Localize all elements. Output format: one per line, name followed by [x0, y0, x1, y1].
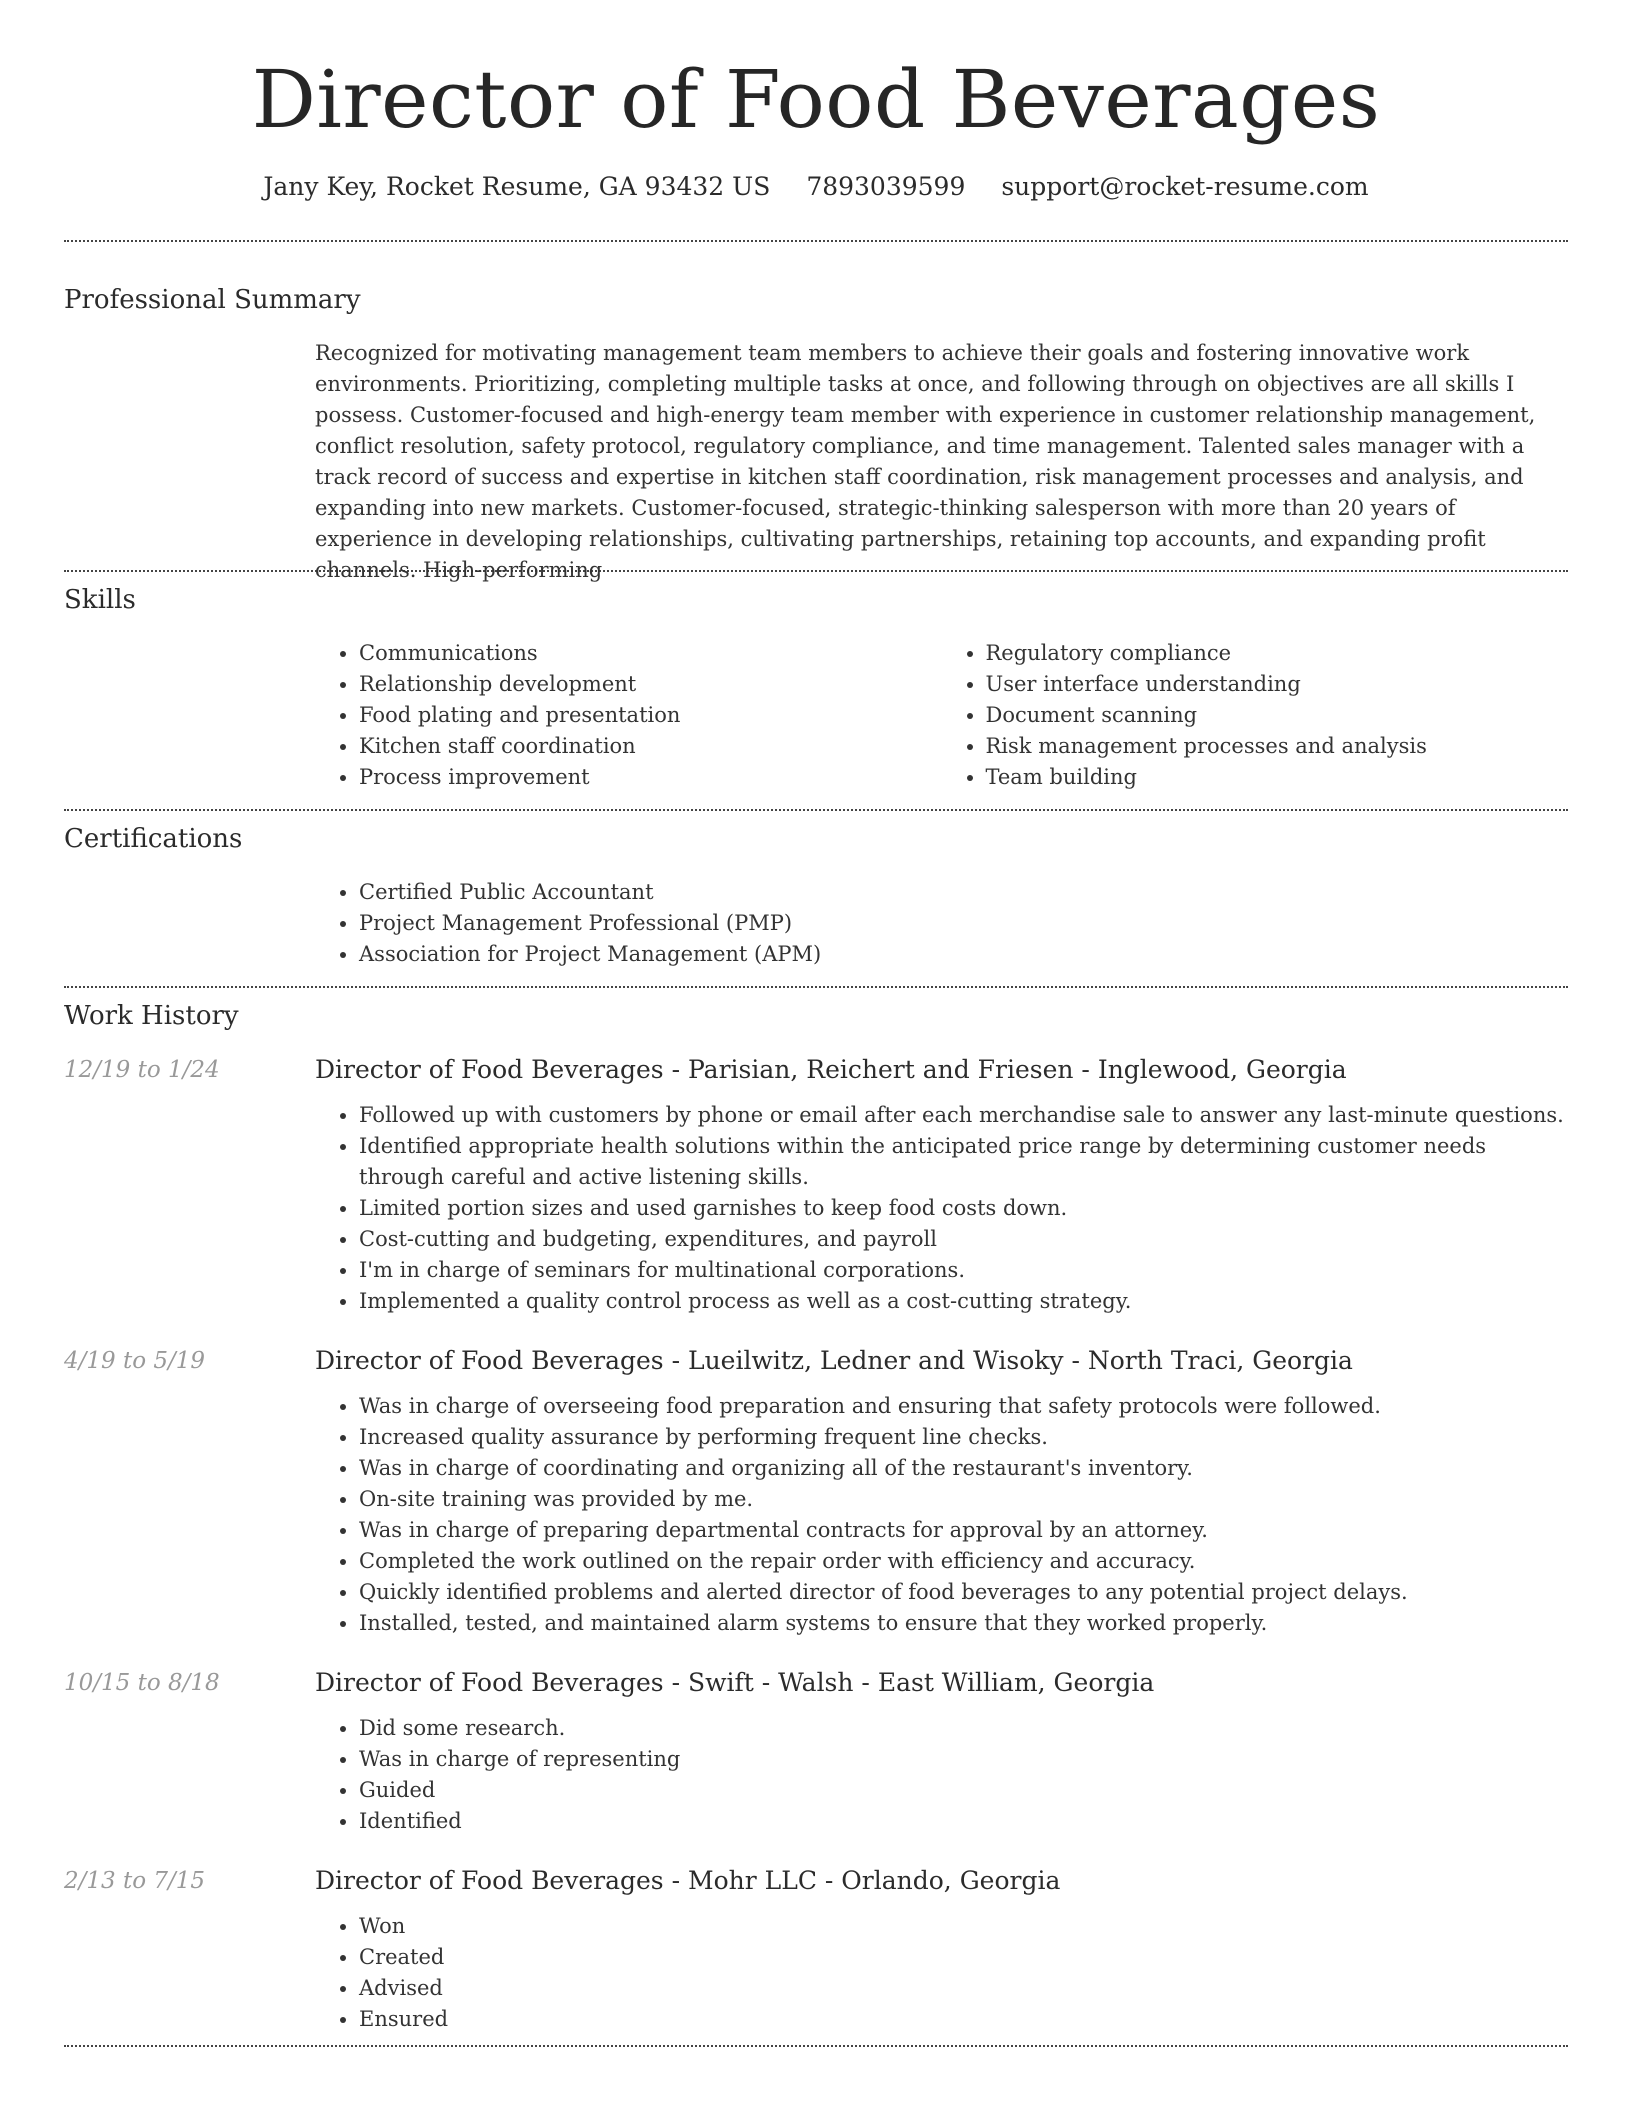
certifications-section — [64, 811, 1568, 970]
job-entry — [64, 1054, 1568, 1317]
job-bullet: • Identified — [359, 1806, 1568, 1837]
job-bullet: • Won — [359, 1911, 1568, 1942]
job-title: Director of Food Beverages - Mohr LLC - Orlando, Georgia — [315, 1866, 1061, 1895]
job-bullet: • Increased quality assurance by performing frequent line checks. — [359, 1422, 1568, 1453]
job-dates: 2/13 to 7/15 — [64, 1868, 206, 1894]
job-body — [315, 1865, 1568, 2035]
job-bullet: • Was in charge of preparing departmental contracts for approval by an attorney. — [359, 1515, 1568, 1546]
skills-list-right — [942, 638, 1569, 793]
work-history-section — [64, 988, 1568, 2035]
skill-item: • Team building — [986, 762, 1569, 793]
skill-item: • Kitchen staff coordination — [359, 731, 942, 762]
work-history-heading: Work History — [64, 1001, 239, 1031]
certification-item: • Association for Project Management (APM) — [359, 939, 1568, 970]
certification-item: • Project Management Professional (PMP) — [359, 908, 1568, 939]
job-body — [315, 1054, 1568, 1317]
contact-email: support@rocket-resume.com — [1001, 172, 1369, 201]
job-bullets — [315, 1911, 1568, 2035]
job-bullet: • Quickly identified problems and alerted director of food beverages to any potential project delays. — [359, 1577, 1568, 1608]
job-bullet: • Limited portion sizes and used garnishes to keep food costs down. — [359, 1193, 1568, 1224]
job-dates: 12/19 to 1/24 — [64, 1057, 220, 1083]
job-entry — [64, 1667, 1568, 1837]
job-bullet: • Was in charge of overseeing food preparation and ensuring that safety protocols were followed. — [359, 1391, 1568, 1422]
summary-heading: Professional Summary — [64, 285, 361, 315]
contact-phone: 7893039599 — [806, 172, 966, 201]
job-bullet: • Followed up with customers by phone or email after each merchandise sale to answer any last-minute questions. — [359, 1100, 1568, 1131]
skill-item: • Food plating and presentation — [359, 700, 942, 731]
job-bullet: • Did some research. — [359, 1713, 1568, 1744]
resume-header — [64, 0, 1568, 202]
resume-title: Director of Food Beverages — [251, 53, 1381, 146]
job-bullets — [315, 1100, 1568, 1317]
skills-heading: Skills — [64, 585, 136, 615]
job-body — [315, 1667, 1568, 1837]
job-bullets — [315, 1391, 1568, 1639]
job-bullet: • I'm in charge of seminars for multinational corporations. — [359, 1255, 1568, 1286]
contact-address: Jany Key, Rocket Resume, GA 93432 US — [263, 172, 771, 201]
job-bullet: • Cost-cutting and budgeting, expenditures, and payroll — [359, 1224, 1568, 1255]
job-title: Director of Food Beverages - Swift - Walsh - East William, Georgia — [315, 1668, 1155, 1697]
skill-item: • Risk management processes and analysis — [986, 731, 1569, 762]
job-bullet: • Ensured — [359, 2004, 1568, 2035]
resume-page — [64, 0, 1568, 2047]
job-bullet: • Guided — [359, 1775, 1568, 1806]
summary-body — [315, 338, 1568, 582]
skill-item: • Document scanning — [986, 700, 1569, 731]
job-bullet: • Created — [359, 1942, 1568, 1973]
job-dates: 4/19 to 5/19 — [64, 1348, 206, 1374]
job-bullet: • Was in charge of representing — [359, 1744, 1568, 1775]
certifications-list — [315, 877, 1568, 970]
job-bullet: • Installed, tested, and maintained alarm systems to ensure that they worked properly. — [359, 1608, 1568, 1639]
skills-section — [64, 572, 1568, 793]
job-body — [315, 1345, 1568, 1639]
job-entry — [64, 1345, 1568, 1639]
certification-item: • Certified Public Accountant — [359, 877, 1568, 908]
job-bullet: • Identified appropriate health solutions within the anticipated price range by determining customer needs through careful and active listening skills. — [359, 1131, 1568, 1193]
job-title: Director of Food Beverages - Parisian, Reichert and Friesen - Inglewood, Georgia — [315, 1055, 1347, 1084]
summary-section — [64, 242, 1568, 582]
skill-item: • User interface understanding — [986, 669, 1569, 700]
job-title: Director of Food Beverages - Lueilwitz, Ledner and Wisoky - North Traci, Georgia — [315, 1346, 1353, 1375]
skill-item: • Relationship development — [359, 669, 942, 700]
skill-item: • Regulatory compliance — [986, 638, 1569, 669]
skill-item: • Communications — [359, 638, 942, 669]
skills-list-left — [315, 638, 942, 793]
job-entry — [64, 1865, 1568, 2035]
job-bullet: • Implemented a quality control process as well as a cost-cutting strategy. — [359, 1286, 1568, 1317]
job-bullet: • Completed the work outlined on the repair order with efficiency and accuracy. — [359, 1546, 1568, 1577]
skills-columns — [315, 638, 1568, 793]
job-bullet: • Was in charge of coordinating and organizing all of the restaurant's inventory. — [359, 1453, 1568, 1484]
contact-line — [64, 172, 1568, 202]
job-dates: 10/15 to 8/18 — [64, 1670, 220, 1696]
summary-text: Recognized for motivating management team members to achieve their goals and fostering innovative work environments. Prioritizing, completing multiple tasks at once, and following through on objectives are all skills I possess. Customer-focused and high-energy team member with experience in customer relationship management, conflict resolution, safety protocol, regulatory compliance, and time management. Talented sales manager with a track record of success and expertise in kitchen staff coordination, risk management processes and analysis, and expanding into new markets. Customer-focused, strategic-thinking salesperson with more than 20 years of experience in developing relationships, cultivating partnerships, retaining top accounts, and expanding profit channels. High-performing — [315, 341, 1536, 582]
skill-item: • Process improvement — [359, 762, 942, 793]
section-divider — [64, 2045, 1568, 2047]
job-bullet: • On-site training was provided by me. — [359, 1484, 1568, 1515]
job-bullets — [315, 1713, 1568, 1837]
certifications-heading: Certifications — [64, 824, 243, 854]
certifications-body — [315, 877, 1568, 970]
job-bullet: • Advised — [359, 1973, 1568, 2004]
